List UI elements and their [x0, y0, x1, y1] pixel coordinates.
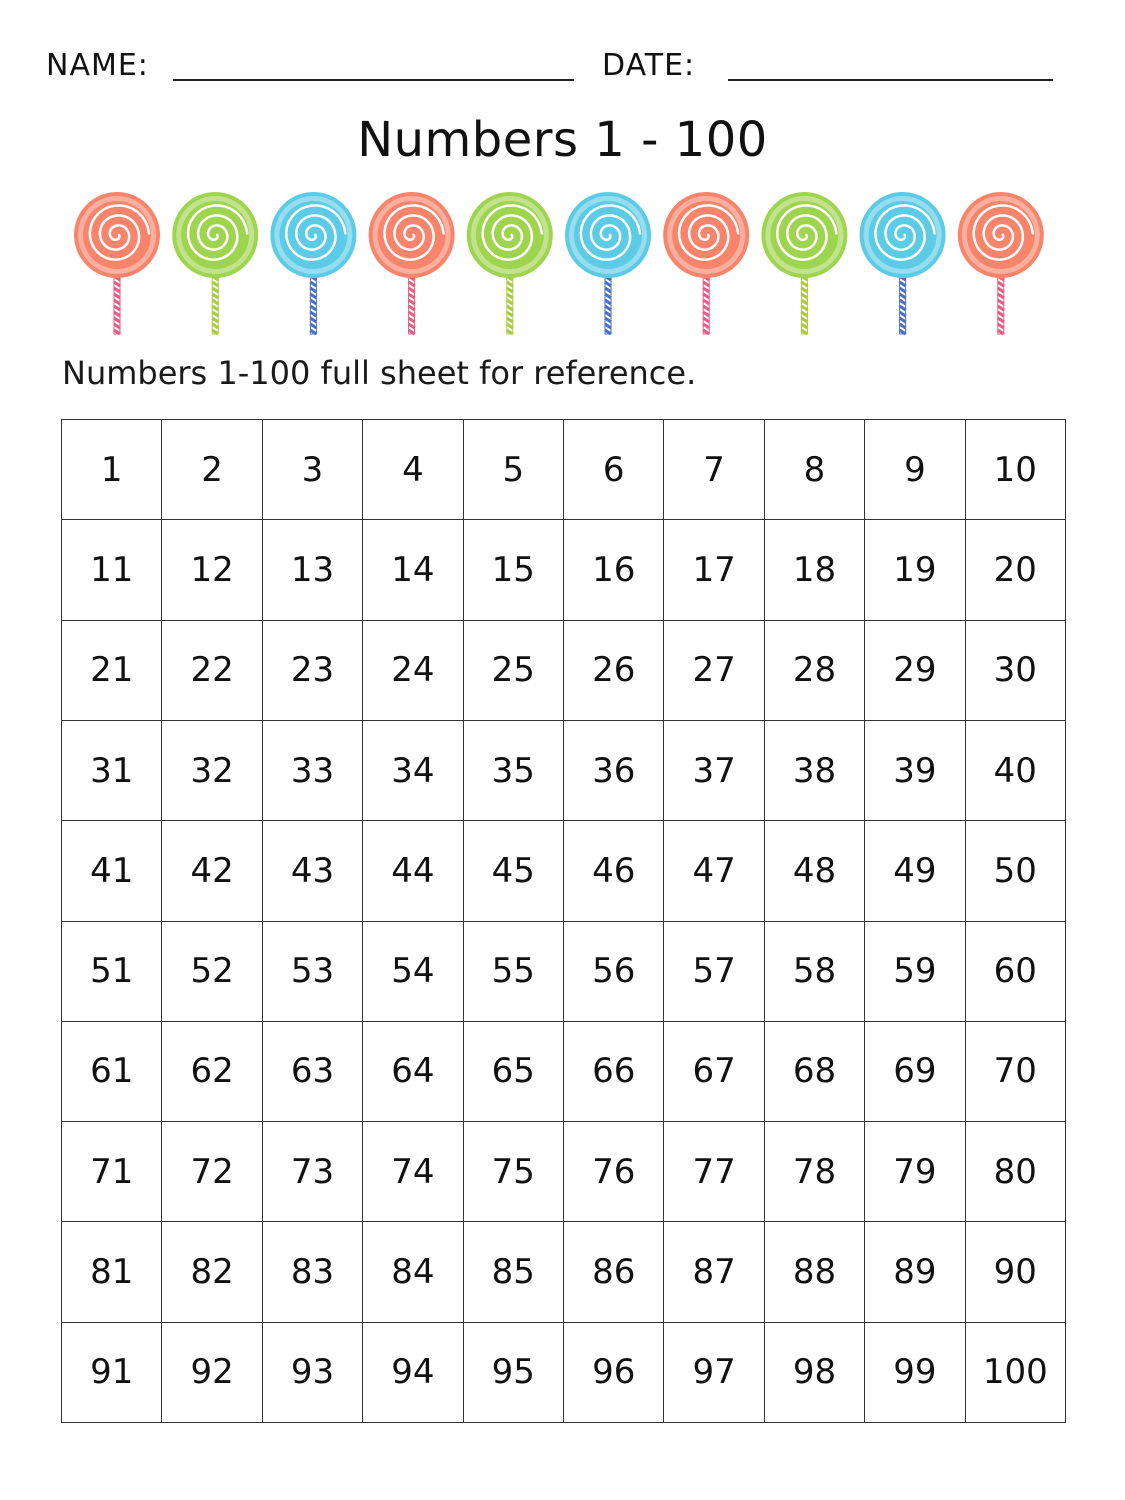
lollipop-icon	[76, 194, 158, 334]
grid-cell: 62	[162, 1022, 262, 1122]
number-grid	[61, 419, 1066, 1423]
lollipop-icon	[862, 194, 944, 334]
lollipop-icon	[960, 194, 1042, 334]
grid-cell: 1	[62, 420, 162, 520]
name-label: NAME:	[46, 48, 149, 83]
grid-cell: 80	[966, 1122, 1066, 1222]
grid-cell: 24	[363, 621, 463, 721]
grid-cell: 2	[162, 420, 262, 520]
grid-cell: 40	[966, 721, 1066, 821]
grid-cell: 41	[62, 821, 162, 921]
grid-cell: 28	[765, 621, 865, 721]
page-title: Numbers 1 - 100	[357, 112, 768, 168]
grid-cell: 68	[765, 1022, 865, 1122]
grid-cell: 30	[966, 621, 1066, 721]
grid-cell: 89	[865, 1222, 965, 1322]
grid-cell: 100	[966, 1323, 1066, 1423]
grid-cell: 36	[564, 721, 664, 821]
grid-cell: 97	[664, 1323, 764, 1423]
grid-cell: 99	[865, 1323, 965, 1423]
lollipop-icon	[174, 194, 256, 334]
grid-cell: 43	[263, 821, 363, 921]
grid-cell: 35	[464, 721, 564, 821]
grid-cell: 71	[62, 1122, 162, 1222]
grid-cell: 6	[564, 420, 664, 520]
grid-cell: 42	[162, 821, 262, 921]
grid-cell: 78	[765, 1122, 865, 1222]
grid-cell: 51	[62, 922, 162, 1022]
grid-cell: 76	[564, 1122, 664, 1222]
grid-cell: 34	[363, 721, 463, 821]
grid-cell: 63	[263, 1022, 363, 1122]
grid-cell: 73	[263, 1122, 363, 1222]
grid-cell: 54	[363, 922, 463, 1022]
grid-cell: 81	[62, 1222, 162, 1322]
grid-cell: 66	[564, 1022, 664, 1122]
grid-cell: 7	[664, 420, 764, 520]
grid-cell: 33	[263, 721, 363, 821]
lollipop-icon	[371, 194, 453, 334]
lollipop-icon	[469, 194, 551, 334]
grid-cell: 70	[966, 1022, 1066, 1122]
grid-cell: 38	[765, 721, 865, 821]
grid-cell: 96	[564, 1323, 664, 1423]
grid-cell: 3	[263, 420, 363, 520]
grid-cell: 39	[865, 721, 965, 821]
lollipop-banner	[0, 190, 1125, 340]
grid-cell: 60	[966, 922, 1066, 1022]
grid-cell: 23	[263, 621, 363, 721]
grid-cell: 44	[363, 821, 463, 921]
grid-cell: 48	[765, 821, 865, 921]
grid-cell: 26	[564, 621, 664, 721]
grid-cell: 72	[162, 1122, 262, 1222]
grid-cell: 16	[564, 520, 664, 620]
grid-cell: 27	[664, 621, 764, 721]
grid-cell: 4	[363, 420, 463, 520]
grid-cell: 56	[564, 922, 664, 1022]
grid-cell: 82	[162, 1222, 262, 1322]
grid-cell: 92	[162, 1323, 262, 1423]
grid-cell: 86	[564, 1222, 664, 1322]
grid-cell: 17	[664, 520, 764, 620]
grid-cell: 15	[464, 520, 564, 620]
grid-cell: 91	[62, 1323, 162, 1423]
grid-cell: 49	[865, 821, 965, 921]
grid-cell: 84	[363, 1222, 463, 1322]
grid-cell: 93	[263, 1323, 363, 1423]
lollipop-icon	[665, 194, 747, 334]
grid-cell: 95	[464, 1323, 564, 1423]
grid-cell: 88	[765, 1222, 865, 1322]
grid-cell: 13	[263, 520, 363, 620]
grid-cell: 22	[162, 621, 262, 721]
grid-cell: 94	[363, 1323, 463, 1423]
grid-cell: 52	[162, 922, 262, 1022]
grid-cell: 83	[263, 1222, 363, 1322]
date-field-line[interactable]	[728, 79, 1053, 81]
grid-cell: 90	[966, 1222, 1066, 1322]
name-field-line[interactable]	[173, 79, 574, 81]
grid-cell: 77	[664, 1122, 764, 1222]
grid-cell: 5	[464, 420, 564, 520]
grid-cell: 50	[966, 821, 1066, 921]
grid-cell: 59	[865, 922, 965, 1022]
grid-cell: 18	[765, 520, 865, 620]
grid-cell: 21	[62, 621, 162, 721]
grid-cell: 37	[664, 721, 764, 821]
grid-cell: 25	[464, 621, 564, 721]
grid-cell: 98	[765, 1323, 865, 1423]
grid-cell: 74	[363, 1122, 463, 1222]
grid-cell: 32	[162, 721, 262, 821]
grid-cell: 69	[865, 1022, 965, 1122]
grid-cell: 11	[62, 520, 162, 620]
grid-cell: 55	[464, 922, 564, 1022]
grid-cell: 64	[363, 1022, 463, 1122]
instruction-text: Numbers 1-100 full sheet for reference.	[62, 354, 697, 392]
grid-cell: 12	[162, 520, 262, 620]
grid-cell: 87	[664, 1222, 764, 1322]
grid-cell: 14	[363, 520, 463, 620]
grid-cell: 45	[464, 821, 564, 921]
grid-cell: 10	[966, 420, 1066, 520]
grid-cell: 67	[664, 1022, 764, 1122]
lollipop-icon	[567, 194, 649, 334]
grid-cell: 85	[464, 1222, 564, 1322]
grid-cell: 79	[865, 1122, 965, 1222]
grid-cell: 8	[765, 420, 865, 520]
grid-cell: 57	[664, 922, 764, 1022]
grid-cell: 58	[765, 922, 865, 1022]
lollipop-icon	[272, 194, 354, 334]
grid-cell: 31	[62, 721, 162, 821]
grid-cell: 61	[62, 1022, 162, 1122]
grid-cell: 47	[664, 821, 764, 921]
grid-cell: 29	[865, 621, 965, 721]
grid-cell: 9	[865, 420, 965, 520]
grid-cell: 75	[464, 1122, 564, 1222]
date-label: DATE:	[602, 48, 696, 83]
grid-cell: 46	[564, 821, 664, 921]
grid-cell: 20	[966, 520, 1066, 620]
lollipop-icon	[763, 194, 845, 334]
grid-cell: 19	[865, 520, 965, 620]
grid-cell: 53	[263, 922, 363, 1022]
grid-cell: 65	[464, 1022, 564, 1122]
